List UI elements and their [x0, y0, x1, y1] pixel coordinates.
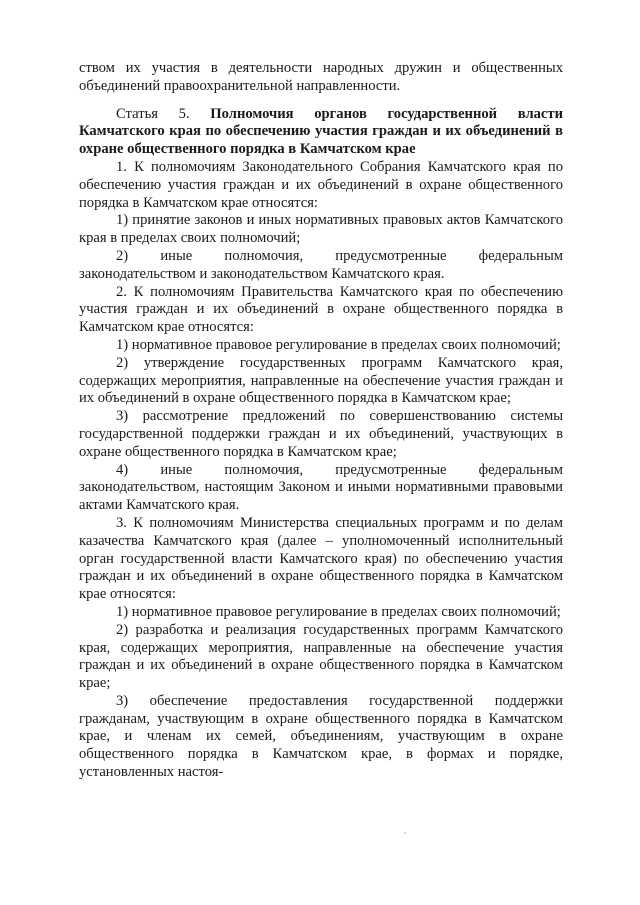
scan-speck: [404, 832, 406, 834]
paragraph-1: 1. К полномочиям Законодательного Собрания Камчатского края по обеспечению участия граждан и их объединений в охране общественного порядка в Камчатском крае относятся:: [79, 158, 563, 211]
paragraph-2-item-3: 3) рассмотрение предложений по совершенствованию системы государственной поддержки граждан и их объединений, участвующих в охране общественного порядка в Камчатском крае;: [79, 408, 563, 460]
paragraph-3: 3. К полномочиям Министерства специальных программ и по делам казачества Камчатского края (далее – уполномоченный исполнительный орган государственной власти Камчатского края) по обеспечению участия граждан и их объединений в охране общественного порядка в Камчатском крае относятся:: [79, 514, 563, 603]
paragraph-3-item-2: 2) разработка и реализация государственных программ Камчатского края, содержащих мероприятия, направленные на обеспечение участия граждан и их объединений в охране общественного порядка в Камчатском крае;: [79, 621, 563, 692]
paragraph-2-item-2: 2) утверждение государственных программ Камчатского края, содержащих мероприятия, направленные на обеспечение участия граждан и их объединений в охране общественного порядка в Камчатском крае;: [79, 354, 563, 407]
paragraph-3-item-1: 1) нормативное правовое регулирование в пределах своих полномочий;: [116, 603, 561, 620]
paragraph-2-item-1: 1) нормативное правовое регулирование в пределах своих полномочий;: [116, 336, 561, 353]
paragraph-3-item-3: 3) обеспечение предоставления государственной поддержки гражданам, участвующим в охране общественного порядка в Камчатском крае, и членам их семей, объединениям, участвующим в охране общественного порядка в Камчатском крае, в формах и порядке, установленных настоя-: [79, 692, 563, 781]
article-title: Полномочия органов государственной власти Камчатского края по обеспечению участия граждан и их объединений в охране общественного порядка в Камчатском крае: [79, 105, 563, 158]
paragraph-1-item-1: 1) принятие законов и иных нормативных правовых актов Камчатского края в пределах своих полномочий;: [79, 212, 563, 247]
article-heading: [79, 106, 563, 159]
paragraph-1-item-2: 2) иные полномочия, предусмотренные федеральным законодательством и законодательством Камчатского края.: [79, 247, 563, 282]
article-prefix: Статья 5.: [116, 105, 190, 122]
paragraph-2: 2. К полномочиям Правительства Камчатского края по обеспечению участия граждан и их объединений в охране общественного порядка в Камчатском крае относятся:: [79, 283, 563, 336]
paragraph-2-item-4: 4) иные полномочия, предусмотренные федеральным законодательством, настоящим Законом и иными нормативными правовыми актами Камчатского края.: [79, 461, 563, 514]
document-page: [79, 60, 563, 782]
continuation-text: ством их участия в деятельности народных дружин и общественных объединений правоохранительной направленности.: [79, 60, 563, 94]
